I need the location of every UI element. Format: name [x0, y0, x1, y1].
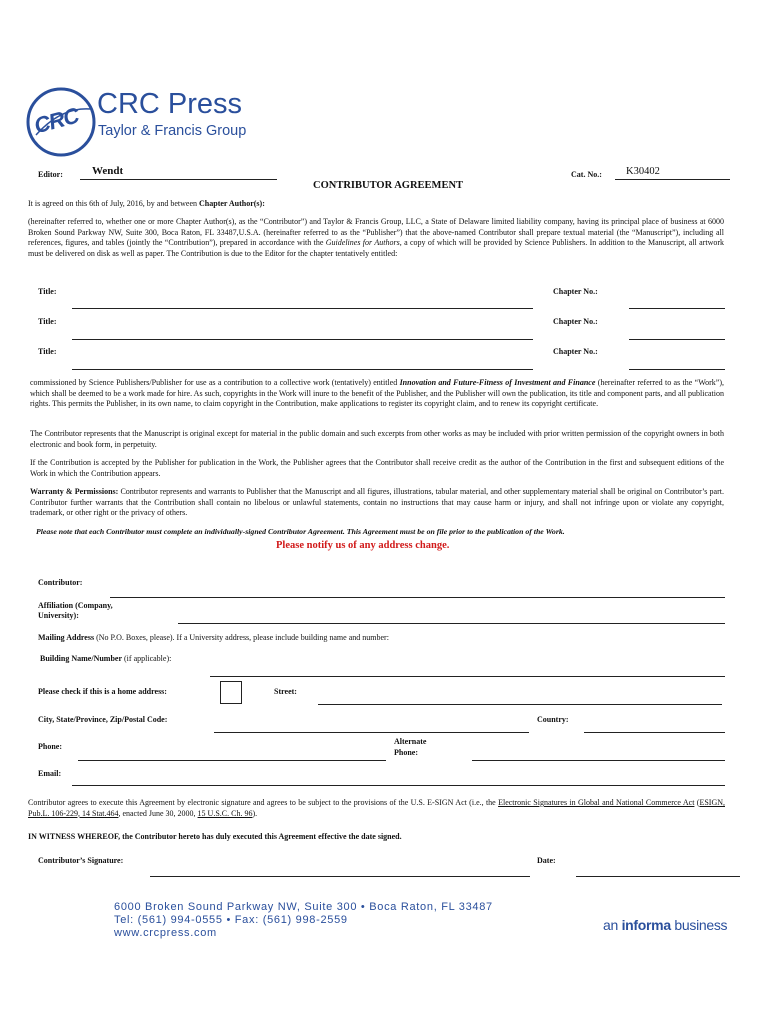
chapter-title-label-2: Title: [38, 317, 57, 326]
intro-para-text: (hereinafter referred to, whether one or more Chapter Author(s), as the “Contributor”) and Taylor & Francis Group, LLC, a State of Delaware limited liability company, having its principal place of business at 6000 Broken Sound Parkway NW, Suite 300, Boca Raton, FL 33487,U.S.A. (hereinafter referred to as the “Publisher”) that the above-named Contributor shall prepare textual material (the “Manuscript”), including all references, figures, and tables (jointly the “Contribution”), prepared in accordance with the [28, 217, 724, 248]
home-address-label: Please check if this is a home address: [38, 687, 167, 696]
brand-subtitle: Taylor & Francis Group [98, 123, 247, 139]
affiliation-label-1: Affiliation (Company, [38, 601, 113, 610]
chapter-title-field-2[interactable] [72, 339, 533, 340]
commission-text-b: (hereinafter referred to as the “Work”), which shall be deemed to be a work made for hire. As such, copyrights in the Work will inure to the benefit of the Publisher, and the Publisher will own the publication, its title and component parts, and all publication rights. This permits the Publisher, in its own name, to claim copyright in the Contribution, make applications to register its copyright claim, and to renew its copyright certificate. [30, 378, 724, 409]
mailing-hint: (No P.O. Boxes, please). If a University address, please include building name and number: [94, 633, 389, 642]
chapter-no-field-2[interactable] [629, 339, 725, 340]
email-label: Email: [38, 769, 62, 778]
chapter-title-label-3: Title: [38, 347, 57, 356]
esign-text-a: Contributor agrees to execute this Agreement by electronic signature and agrees to be subject to the provisions of the U.S. E-SIGN Act (i.e., the [28, 798, 499, 807]
phone-label: Phone: [38, 742, 62, 751]
affiliation-label-2: University): [38, 611, 79, 620]
cat-value: K30402 [626, 166, 660, 177]
individual-agreement-note: Please note that each Contributor must complete an individually-signed Contributor Agreement. This Agreement must be on file prior to the publication of the Work. [36, 527, 565, 536]
intro-line [28, 199, 738, 210]
footer-phone: Tel: (561) 994-0555 • Fax: (561) 998-2559 [114, 914, 348, 926]
phone-field[interactable] [78, 760, 386, 761]
contributor-label: Contributor: [38, 578, 83, 587]
commission-paragraph [30, 378, 724, 410]
email-field[interactable] [72, 785, 725, 786]
date-field[interactable] [576, 876, 740, 877]
chapter-no-label-2: Chapter No.: [553, 317, 598, 326]
cat-line [615, 179, 730, 180]
city-field[interactable] [214, 732, 529, 733]
esign-usc-link[interactable]: 15 U.S.C. Ch. 96 [197, 808, 253, 818]
brand-name: CRC Press [97, 88, 243, 120]
contributor-field[interactable] [110, 597, 725, 598]
agreement-title: CONTRIBUTOR AGREEMENT [313, 180, 464, 191]
esign-text-c: , enacted June 30, 2000, [118, 808, 198, 818]
signature-field[interactable] [150, 876, 530, 877]
guidelines-title: Guidelines for Authors [325, 238, 400, 248]
street-label: Street: [274, 687, 297, 696]
work-title: Innovation and Future-Fitness of Investment and Finance [399, 378, 596, 387]
building-label: Building Name/Number [40, 654, 123, 663]
chapter-title-field-3[interactable] [72, 369, 533, 370]
country-label: Country: [537, 715, 569, 724]
crc-logo-mark-text: CRC [31, 102, 82, 139]
represents-paragraph: The Contributor represents that the Manuscript is original except for material in the public domain and such excerpts from other works as may be included with prior written permission of the copyright owners in both electronic and book form, in perpetuity. [30, 429, 724, 449]
affiliation-field[interactable] [178, 623, 725, 624]
alt-phone-label-2: Phone: [394, 748, 418, 757]
country-field[interactable] [584, 732, 725, 733]
building-field[interactable] [210, 676, 725, 677]
esign-paragraph [28, 798, 725, 819]
esign-publaw-link[interactable]: ESIGN, Pub.L. 106-229, 14 Stat.464 [28, 798, 725, 818]
city-label: City, State/Province, Zip/Postal Code: [38, 715, 168, 724]
informa-prefix: an [603, 917, 622, 933]
chapter-no-field-3[interactable] [629, 369, 725, 370]
warranty-text: Contributor represents and warrants to Publisher that the Manuscript and all figures, illustrations, tabular material, and other supplementary material shall be original on Contributor’s part. Contributor further warrants that the Contribution shall contain no libelous or unlawful statements, contain no instructions that may cause harm or injury, and shall not infringe upon or violate any copyright, trademark, or other right or the privacy of others. [30, 487, 724, 518]
esign-text-b: ( [694, 798, 700, 807]
warranty-paragraph [30, 487, 724, 519]
street-field[interactable] [318, 704, 722, 705]
date-label: Date: [537, 856, 556, 865]
mailing-address-line [38, 633, 389, 644]
accepted-paragraph: If the Contribution is accepted by the Publisher for publication in the Work, the Publisher agrees that the Contributor shall receive credit as the author of the Contribution in the first and subsequent editions of the Work in which the Contribution appears. [30, 458, 724, 478]
commission-text-a: commissioned by Science Publishers/Publisher for use as a contribution to a collective work (tentatively) entitled [30, 378, 400, 387]
chapter-no-label-3: Chapter No.: [553, 347, 598, 356]
esign-act-link[interactable]: Electronic Signatures in Global and National Commerce Act [498, 798, 695, 807]
footer-website[interactable]: www.crcpress.com [114, 927, 217, 939]
cat-label: Cat. No.: [571, 170, 602, 179]
chapter-title-field-1[interactable] [72, 308, 533, 309]
crc-logo [26, 87, 266, 157]
intro-date-text: It is agreed on this 6th of July, 2016, by and between [28, 199, 200, 208]
address-change-notice: Please notify us of any address change. [276, 540, 450, 551]
building-hint: (if applicable): [122, 654, 172, 663]
chapter-authors-label: Chapter Author(s): [199, 199, 265, 208]
chapter-title-label-1: Title: [38, 287, 57, 296]
esign-text-d: ). [252, 808, 258, 818]
intro-para-end: , a copy of which will be provided by Science Publishers. In addition to the Manuscript, all artwork must be delivered on disk as well as paper. The Contribution is due to the Editor for the chapter tentatively entitled: [28, 238, 725, 258]
warranty-label: Warranty & Permissions: [30, 487, 119, 496]
alt-phone-label-1: Alternate [394, 737, 427, 746]
chapter-no-label-1: Chapter No.: [553, 287, 598, 296]
informa-wordmark: informa [621, 917, 671, 933]
chapter-no-field-1[interactable] [629, 308, 725, 309]
editor-line [80, 179, 277, 180]
footer-address: 6000 Broken Sound Parkway NW, Suite 300 • Boca Raton, FL 33487 [114, 901, 493, 913]
mailing-label: Mailing Address [38, 633, 95, 642]
informa-business-logo [603, 917, 727, 933]
building-line [40, 654, 171, 665]
editor-label: Editor: [38, 170, 63, 179]
editor-value: Wendt [92, 165, 124, 177]
informa-suffix: business [670, 917, 728, 933]
intro-paragraph [28, 217, 724, 259]
witness-statement: IN WITNESS WHEREOF, the Contributor hereto has duly executed this Agreement effective the date signed. [28, 832, 402, 841]
alt-phone-field[interactable] [472, 760, 725, 761]
home-address-checkbox[interactable] [220, 681, 242, 704]
signature-label: Contributor’s Signature: [38, 856, 124, 865]
